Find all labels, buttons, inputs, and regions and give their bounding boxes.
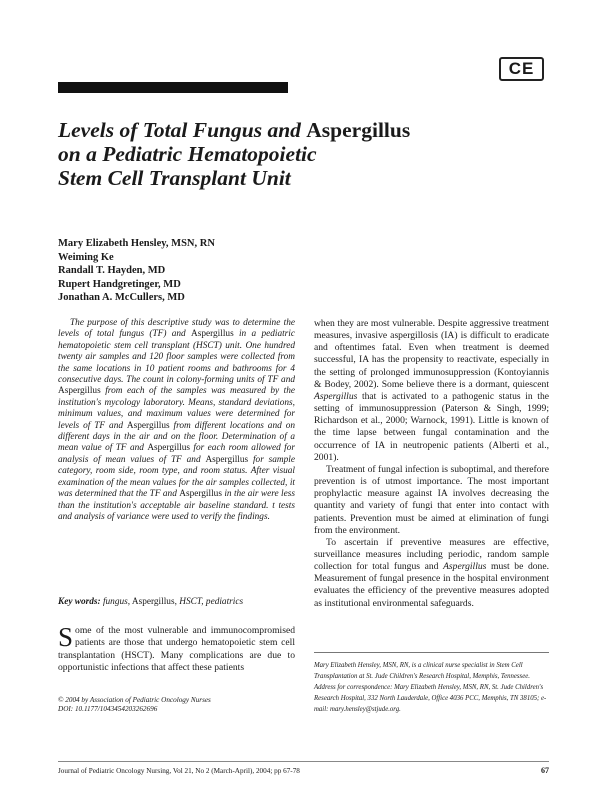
abstract-text: from different locations and on different days in the air and on the floor. Determination of a mean value of TF and <box>58 420 295 454</box>
keyword: HSCT, pediatrics <box>179 597 244 607</box>
abstract-text: from each of the samples was measured by the institution's mycology laboratory. Means, standard deviations, minimum values, and maximum values were determined for levels of TF and <box>58 386 295 431</box>
body-paragraph <box>314 318 549 464</box>
abstract-text: in a pediatric hematopoietic stem cell transplant (HSCT) unit. One hundred twenty air samples and 120 floor samples were collected from the same locations in 10 patient rooms and bathrooms for 4 consecutive days. The count in colony-forming units of TF and <box>58 329 296 386</box>
body-text: that is activated to a pathogenic status in the setting of immunosuppression (Paterson & Singh, 1999; Richardson et al., 2000; Warnock, 1991). Little is known of the time lapse between fungal contamination and the occurrence of IA in neutropenic patients (Alberti et al., 2001). <box>314 390 549 463</box>
body-term: Aspergillus <box>314 390 358 402</box>
keyword: Aspergillus, <box>131 597 177 607</box>
body-paragraph <box>314 537 549 610</box>
footer-divider <box>58 761 549 762</box>
abstract-term: Aspergillus <box>179 489 222 500</box>
doi-line: DOI: 10.1177/1043454203262696 <box>58 705 158 713</box>
abstract-text: for sample category, room side, room type, and room status. After visual examination of the mean values for the air samples collected, it was determined that the TF and <box>58 454 295 500</box>
keywords-label: Key words: <box>58 597 101 607</box>
body-term: Aspergillus <box>443 561 487 573</box>
journal-citation: Journal of Pediatric Oncology Nursing, Vol 21, No 2 (March-April), 2004; pp 67-78 <box>58 767 300 775</box>
copyright-notice <box>58 696 298 714</box>
abstract-text: in the air were less than the institution's acceptable air baseline standard. <box>58 489 295 511</box>
abstract-term: Aspergillus <box>147 443 191 454</box>
body-text: must be done. Measurement of fungal presence in the hospital environment evaluates the efficiency of the preventive measures adopted as institutional environmental safeguards. <box>314 561 549 609</box>
title-line-3: Stem Cell Transplant Unit <box>58 166 291 190</box>
abstract-term: Aspergillus <box>126 420 170 431</box>
abstract-term: Aspergillus <box>205 454 249 465</box>
author-name: Mary Elizabeth Hensley, MSN, RN <box>58 238 215 249</box>
copyright-line: © 2004 by Association of Pediatric Oncology Nurses <box>58 696 211 704</box>
abstract-text: The purpose of this descriptive study was to determine the levels of total fungus (TF) and <box>58 318 295 340</box>
body-text: ome of the most vulnerable and immunocompromised patients are those that undergo hematopoietic stem cell transplantation (HSCT). Many complications are due to opportunistic infections that affect these patients <box>58 625 295 674</box>
affiliation-divider <box>314 652 549 653</box>
abstract-text: tests and analysis of variance were used to verify the findings. <box>58 500 296 522</box>
author-name: Rupert Handgretinger, MD <box>58 278 181 290</box>
drop-cap: S <box>58 622 74 652</box>
body-text: To ascertain if preventive measures are effective, surveillance measures including periodic, random sample collection for total fungus and <box>314 536 549 573</box>
keywords <box>58 597 298 608</box>
body-column-2 <box>314 318 549 610</box>
body-text: when they are most vulnerable. Despite aggressive treatment measures, invasive aspergillosis (IA) is difficult to eradicate and oftentimes fatal. Even when treatment is deemed successful, IA has the propensity to reactivate, especially in the setting of prolonged immunosuppression (Kontoyiannis & Bodey, 2002). Some believe there is a dormant, quiescent <box>314 318 549 390</box>
title-line-1 <box>58 118 528 142</box>
article-title <box>58 118 528 190</box>
title-line-2: on a Pediatric Hematopoietic <box>58 142 317 166</box>
author-affiliation: Mary Elizabeth Hensley, MSN, RN, is a clinical nurse specialist in Stem Cell Transplantation at St. Jude Children's Research Hospital, Memphis, Tennessee. Address for correspondence: Mary Elizabeth Hensley, MSN, RN, St. Jude Children's Research Hospital, 332 North Lauderdale, Office 4036 PCC, Memphis, TN 38105; e-mail: mary.hensley@stjude.org. <box>314 662 547 713</box>
body-paragraph: Treatment of fungal infection is suboptimal, and therefore prevention is of utmost importance. The most important prophylactic measure against IA involves decreasing the quantity and variety of fungi that enter into contact with patients. Prevention must be aimed at elimination of fungi from the environment. <box>314 463 549 536</box>
abstract-term: Aspergillus <box>58 386 101 397</box>
abstract-term: Aspergillus <box>190 329 234 340</box>
page-number: 67 <box>541 766 549 775</box>
author-name: Randall T. Hayden, MD <box>58 265 166 276</box>
ce-badge: CE <box>499 57 544 81</box>
body-intro-paragraph <box>58 622 295 675</box>
abstract-text: for each room allowed for analysis of mean values of TF and <box>58 443 295 465</box>
author-name: Weiming Ke <box>58 251 114 263</box>
author-list <box>58 237 358 305</box>
title-line-1-upright: Aspergillus <box>306 118 411 142</box>
title-bar-decoration <box>58 82 288 93</box>
abstract <box>58 318 295 523</box>
abstract-text: t <box>272 500 275 511</box>
author-name: Jonathan A. McCullers, MD <box>58 292 185 303</box>
title-line-1-italic: Levels of Total Fungus and <box>58 118 307 142</box>
keyword: fungus, <box>102 597 131 607</box>
